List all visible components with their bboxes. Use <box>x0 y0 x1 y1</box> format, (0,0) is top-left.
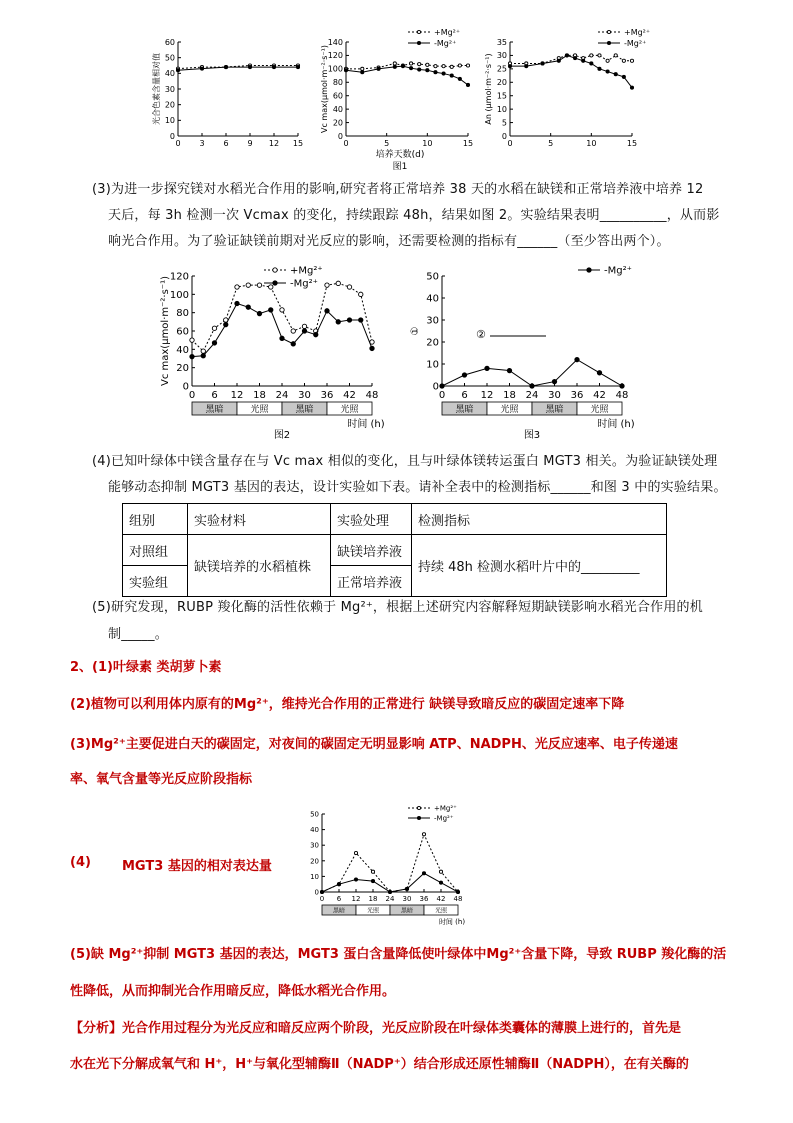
y-axis-label: Vc max(μmol·m⁻²·s⁻¹) <box>160 276 171 386</box>
period-label: 黑暗 <box>545 404 564 415</box>
period-label: 黑暗 <box>205 404 224 415</box>
data-point-minus-mg <box>212 341 216 345</box>
data-point-plus-mg <box>450 65 453 68</box>
x-tick-label: 18 <box>503 390 516 401</box>
data-point-minus-mg <box>291 342 295 346</box>
q3-line2: 天后，每 3h 检测一次 Vcmax 的变化，持续跟踪 48h，结果如图 2。实验结果表明__________，从而影 <box>108 208 720 223</box>
fig1-panel-an <box>484 28 650 148</box>
table-header: 实验处理 <box>331 504 412 535</box>
x-tick-label: 15 <box>462 139 474 148</box>
data-point-plus-mg <box>325 283 329 287</box>
x-tick-label: 6 <box>336 895 342 903</box>
y-tick-label: 100 <box>327 64 343 74</box>
y-tick-label: 40 <box>426 293 439 305</box>
answer-3: (3)Mg²⁺主要促进白天的碳固定，对夜间的碳固定无明显影响 ATP、NADPH、光反应速率、电子传递速 <box>70 737 678 752</box>
y-tick-label: 50 <box>310 810 319 819</box>
y-tick-label: 40 <box>164 69 175 79</box>
q5-line1: (5)研究发现，RUBP 羧化酶的活性依赖于 Mg²⁺，根据上述研究内容解释短期缺镁影响水稻光合作用的机 <box>92 600 703 615</box>
series-minus-mg-line <box>510 55 632 87</box>
data-point-minus-mg <box>248 65 251 68</box>
q4-line1: (4)已知叶绿体中镁含量存在与 Vc max 相似的变化，且与叶绿体镁转运蛋白 MGT3 相关。为验证缺镁处理 <box>92 454 718 469</box>
data-point-minus-mg <box>530 384 534 388</box>
data-point-plus-mg <box>606 59 609 62</box>
data-point-minus-mg <box>393 65 396 68</box>
data-point-minus-mg <box>434 71 437 74</box>
answer-4-number: (4) <box>70 855 91 870</box>
data-point-plus-mg <box>442 65 445 68</box>
data-point-minus-mg <box>557 59 560 62</box>
table-header: 组别 <box>123 504 188 535</box>
data-point-minus-mg <box>337 883 340 886</box>
y-tick-label: 50 <box>164 53 175 63</box>
answer-5-cont: 性降低，从而抑制光合作用暗反应，降低水稻光合作用。 <box>70 984 396 999</box>
data-point-plus-mg <box>439 870 442 873</box>
fig1-panel-pigment <box>151 38 303 148</box>
y-tick-label: 35 <box>496 37 507 47</box>
y-tick-label: 5 <box>501 118 507 128</box>
figure-3 <box>410 266 635 442</box>
y-tick-label: 140 <box>327 37 343 47</box>
data-point-minus-mg <box>439 881 442 884</box>
data-point-plus-mg <box>630 59 633 62</box>
figures-2-3 <box>140 262 660 442</box>
fig3-caption: 图3 <box>523 430 541 441</box>
data-point-minus-mg <box>314 332 318 336</box>
data-point-plus-mg <box>280 308 284 312</box>
legend-marker <box>607 30 610 33</box>
fig1-xlabel: 培养天数(d) <box>375 150 425 160</box>
x-tick-label: 0 <box>188 390 196 401</box>
data-point-plus-mg <box>466 64 469 67</box>
table-cell-material: 缺镁培养的水稻植株 <box>188 535 331 597</box>
data-point-minus-mg <box>336 320 340 324</box>
data-point-minus-mg <box>361 71 364 74</box>
y-tick-label: 40 <box>176 344 189 356</box>
data-point-plus-mg <box>361 67 364 70</box>
y-tick-label: 10 <box>310 872 319 881</box>
data-point-minus-mg <box>224 65 227 68</box>
data-point-minus-mg <box>630 86 633 89</box>
answer-1: 2、(1)叶绿素 类胡萝卜素 <box>70 660 222 675</box>
legend-label: -Mg²⁺ <box>604 265 632 277</box>
data-point-minus-mg <box>573 57 576 60</box>
y-tick-label: 20 <box>426 337 439 349</box>
y-tick-label: 120 <box>169 271 189 283</box>
table-header: 实验材料 <box>188 504 331 535</box>
data-point-minus-mg <box>325 309 329 313</box>
data-point-minus-mg <box>269 308 273 312</box>
y-tick-label: 80 <box>332 78 343 88</box>
period-label: 光照 <box>590 404 609 415</box>
table-cell-group: 对照组 <box>123 535 188 566</box>
analysis-line1: 【分析】光合作用过程分为光反应和暗反应两个阶段，光反应阶段在叶绿体类囊体的薄膜上进行的，首先是 <box>70 1021 682 1036</box>
y-tick-label: 0 <box>182 381 189 393</box>
data-point-minus-mg <box>541 62 544 65</box>
legend-label: -Mg²⁺ <box>290 278 318 290</box>
y-tick-label: 20 <box>310 857 319 866</box>
x-tick-label: 0 <box>343 139 349 148</box>
data-point-minus-mg <box>582 59 585 62</box>
experiment-table <box>122 503 667 597</box>
legend-label: +Mg²⁺ <box>434 804 457 813</box>
y-tick-label: 10 <box>496 104 507 114</box>
legend-label: +Mg²⁺ <box>624 27 651 37</box>
period-label: 黑暗 <box>295 404 314 415</box>
data-point-minus-mg <box>507 368 511 372</box>
legend-marker <box>417 41 420 44</box>
table-header-row <box>123 504 667 535</box>
data-point-minus-mg <box>201 354 205 358</box>
data-point-plus-mg <box>235 285 239 289</box>
data-point-plus-mg <box>302 324 306 328</box>
y-tick-label: 40 <box>310 826 319 835</box>
legend-marker <box>587 268 591 272</box>
x-tick-label: 24 <box>385 895 395 903</box>
y-tick-label: 0 <box>169 131 175 141</box>
y-tick-label: 25 <box>496 64 507 74</box>
data-point-minus-mg <box>525 65 528 68</box>
x-tick-label: 15 <box>626 139 638 148</box>
y-axis-label: Vc max(μmol·m⁻²·s⁻¹) <box>319 45 329 133</box>
period-label: 光照 <box>434 907 448 915</box>
x-tick-label: 24 <box>525 390 539 401</box>
y-axis-label: 光合色素含量相对值 <box>151 53 161 125</box>
y-tick-label: 0 <box>501 131 507 141</box>
x-tick-label: 6 <box>461 390 468 401</box>
y-tick-label: 0 <box>432 381 439 393</box>
y-tick-label: 30 <box>310 841 319 850</box>
series-minus-mg-line <box>178 67 298 70</box>
data-point-plus-mg <box>590 54 593 57</box>
data-point-plus-mg <box>598 54 601 57</box>
data-point-minus-mg <box>622 75 625 78</box>
data-point-plus-mg <box>426 63 429 66</box>
legend-marker <box>417 806 420 809</box>
data-point-plus-mg <box>418 63 421 66</box>
data-point-plus-mg <box>212 326 216 330</box>
x-tick-label: 12 <box>480 390 494 401</box>
data-point-minus-mg <box>280 336 284 340</box>
table-row <box>123 535 667 566</box>
data-point-plus-mg <box>336 281 340 285</box>
x-tick-label: 6 <box>223 139 229 148</box>
y-tick-label: 60 <box>164 37 175 47</box>
series-minus-mg-line <box>442 360 622 386</box>
y-tick-label: 10 <box>426 359 439 371</box>
x-tick-label: 36 <box>570 390 584 401</box>
data-point-minus-mg <box>320 890 323 893</box>
data-point-minus-mg <box>418 68 421 71</box>
table-cell-treatment: 缺镁培养液 <box>331 535 412 566</box>
y-tick-label: 20 <box>176 363 189 375</box>
data-point-plus-mg <box>422 833 425 836</box>
data-point-minus-mg <box>224 322 228 326</box>
x-tick-label: 36 <box>320 390 334 401</box>
data-point-minus-mg <box>344 69 347 72</box>
x-tick-label: 24 <box>275 390 289 401</box>
legend-label: -Mg²⁺ <box>434 814 454 823</box>
answer-chart <box>310 804 465 926</box>
y-tick-label: 30 <box>496 51 507 61</box>
y-tick-label: 10 <box>164 116 175 126</box>
period-label: 黑暗 <box>455 404 474 415</box>
data-point-plus-mg <box>201 349 205 353</box>
y-tick-label: 100 <box>169 289 189 301</box>
data-point-plus-mg <box>354 851 357 854</box>
data-point-minus-mg <box>575 357 579 361</box>
table-cell-treatment: 正常培养液 <box>331 566 412 597</box>
table-cell-indicator: 持续 48h 检测水稻叶片中的_________ <box>412 535 667 597</box>
x-tick-label: 42 <box>593 390 606 401</box>
data-point-minus-mg <box>458 77 461 80</box>
x-axis-label: 时间 (h) <box>347 419 385 430</box>
x-tick-label: 18 <box>368 895 378 903</box>
data-point-minus-mg <box>450 74 453 77</box>
x-axis-label: 时间 (h) <box>597 419 635 430</box>
data-point-minus-mg <box>440 384 444 388</box>
data-point-minus-mg <box>190 354 194 358</box>
data-point-minus-mg <box>409 67 412 70</box>
y-tick-label: 20 <box>164 100 175 110</box>
data-point-minus-mg <box>176 69 179 72</box>
y-tick-label: 60 <box>176 326 189 338</box>
q4-line2: 能够动态抑制 MGT3 基因的表达，设计实验如下表。请补全表中的检测指标______和图 3 中的实验结果。 <box>108 480 727 495</box>
data-point-minus-mg <box>508 65 511 68</box>
x-tick-label: 3 <box>199 139 205 148</box>
x-tick-label: 6 <box>211 390 218 401</box>
y-tick-label: 40 <box>332 104 343 114</box>
data-point-plus-mg <box>458 64 461 67</box>
x-tick-label: 48 <box>615 390 629 401</box>
y-tick-label: 30 <box>164 84 175 94</box>
period-label: 黑暗 <box>332 907 346 915</box>
data-point-plus-mg <box>434 65 437 68</box>
data-point-plus-mg <box>622 59 625 62</box>
data-point-minus-mg <box>422 872 425 875</box>
data-point-plus-mg <box>190 338 194 342</box>
data-point-minus-mg <box>597 371 601 375</box>
data-point-plus-mg <box>393 62 396 65</box>
x-tick-label: 10 <box>586 139 597 148</box>
x-tick-label: 12 <box>268 139 280 148</box>
figure-2 <box>160 266 385 442</box>
x-tick-label: 30 <box>402 895 412 903</box>
x-tick-label: 48 <box>365 390 379 401</box>
y-tick-label: 60 <box>332 91 343 101</box>
y-tick-label: 50 <box>426 271 439 283</box>
data-point-minus-mg <box>466 83 469 86</box>
data-point-plus-mg <box>371 870 374 873</box>
x-tick-label: 30 <box>548 390 561 401</box>
data-point-minus-mg <box>302 329 306 333</box>
x-tick-label: 9 <box>247 139 253 148</box>
table-header: 检测指标 <box>412 504 667 535</box>
y-axis-label: ① <box>410 326 421 336</box>
data-point-minus-mg <box>272 65 275 68</box>
x-tick-label: 36 <box>419 895 429 903</box>
legend-marker <box>417 816 420 819</box>
q3-line1: (3)为进一步探究镁对水稻光合作用的影响,研究者将正常培养 38 天的水稻在缺镁和正常培养液中培养 12 <box>92 182 704 197</box>
data-point-minus-mg <box>614 73 617 76</box>
answer-2: (2)植物可以利用体内原有的Mg²⁺，维持光合作用的正常进行 缺镁导致暗反应的碳固定速率下降 <box>70 697 625 712</box>
x-tick-label: 0 <box>438 390 446 401</box>
data-point-minus-mg <box>347 318 351 322</box>
data-point-plus-mg <box>614 54 617 57</box>
answer-5: (5)缺 Mg²⁺抑制 MGT3 基因的表达，MGT3 蛋白含量降低使叶绿体中Mg²⁺含量下降，导致 RUBP 羧化酶的活 <box>70 947 727 962</box>
series-plus-mg-line <box>346 63 468 68</box>
y-tick-label: 30 <box>426 315 439 327</box>
table-cell-group: 实验组 <box>123 566 188 597</box>
x-tick-label: 0 <box>319 895 325 903</box>
data-point-plus-mg <box>409 62 412 65</box>
answer-4-text: MGT3 基因的相对表达量 <box>122 859 272 874</box>
fig2-caption: 图2 <box>273 430 291 441</box>
x-tick-label: 30 <box>298 390 311 401</box>
x-tick-label: 12 <box>351 895 361 903</box>
data-point-plus-mg <box>347 285 351 289</box>
y-tick-label: 20 <box>332 118 343 128</box>
period-label: 光照 <box>250 404 269 415</box>
data-point-minus-mg <box>235 301 239 305</box>
x-tick-label: 0 <box>507 139 513 148</box>
x-tick-label: 42 <box>436 895 446 903</box>
q5-line2: 制_____。 <box>108 627 168 642</box>
x-tick-label: 5 <box>384 139 390 148</box>
period-label: 黑暗 <box>400 907 414 915</box>
data-point-minus-mg <box>405 887 408 890</box>
legend-marker <box>273 268 277 272</box>
data-point-minus-mg <box>388 890 391 893</box>
data-point-minus-mg <box>606 70 609 73</box>
x-tick-label: 0 <box>175 139 181 148</box>
legend-label: -Mg²⁺ <box>624 38 647 48</box>
period-label: 光照 <box>366 907 380 915</box>
x-tick-label: 18 <box>253 390 266 401</box>
x-tick-label: 10 <box>422 139 433 148</box>
data-point-minus-mg <box>442 72 445 75</box>
data-point-minus-mg <box>200 67 203 70</box>
legend-label: -Mg²⁺ <box>434 38 457 48</box>
data-point-minus-mg <box>296 65 299 68</box>
data-point-minus-mg <box>598 67 601 70</box>
y-tick-label: 80 <box>176 308 189 320</box>
data-point-minus-mg <box>485 366 489 370</box>
data-point-minus-mg <box>401 65 404 68</box>
x-axis-label: 时间 (h) <box>438 918 466 926</box>
analysis-line2: 水在光下分解成氧气和 H⁺，H⁺与氧化型辅酶Ⅱ（NADP⁺）结合形成还原性辅酶Ⅱ（NADPH），在有关酶的 <box>70 1057 689 1072</box>
y-tick-label: 15 <box>496 91 507 101</box>
data-point-minus-mg <box>377 67 380 70</box>
data-point-minus-mg <box>456 890 459 893</box>
data-point-plus-mg <box>359 292 363 296</box>
x-tick-label: 42 <box>343 390 356 401</box>
fig3-blank-2: ② <box>476 328 486 341</box>
legend-marker <box>417 30 420 33</box>
y-tick-label: 0 <box>314 888 319 897</box>
data-point-minus-mg <box>620 384 624 388</box>
data-point-plus-mg <box>269 285 273 289</box>
data-point-minus-mg <box>590 62 593 65</box>
data-point-minus-mg <box>257 311 261 315</box>
x-tick-label: 15 <box>292 139 304 148</box>
legend-label: +Mg²⁺ <box>434 27 461 37</box>
answer-3-cont: 率、氧气含量等光反应阶段指标 <box>70 772 253 787</box>
y-tick-label: 120 <box>327 51 343 61</box>
y-axis-label: An (μmol·m⁻²·s⁻¹) <box>483 53 493 125</box>
data-point-minus-mg <box>565 54 568 57</box>
legend-label: +Mg²⁺ <box>290 265 323 277</box>
x-tick-label: 12 <box>230 390 244 401</box>
data-point-minus-mg <box>354 878 357 881</box>
data-point-minus-mg <box>426 69 429 72</box>
legend-marker <box>273 281 277 285</box>
fig1-panel-vcmax <box>320 28 473 148</box>
data-point-minus-mg <box>370 346 374 350</box>
x-tick-label: 48 <box>453 895 463 903</box>
q3-line3: 响光合作用。为了验证缺镁前期对光反应的影响，还需要检测的指标有______（至少答出两个）。 <box>108 234 670 249</box>
data-point-minus-mg <box>371 879 374 882</box>
data-point-minus-mg <box>552 379 556 383</box>
figure-1 <box>140 20 660 172</box>
series-plus-mg-line <box>192 283 372 351</box>
data-point-minus-mg <box>246 305 250 309</box>
data-point-plus-mg <box>246 283 250 287</box>
data-point-plus-mg <box>291 329 295 333</box>
figure-answer-4 <box>300 800 480 928</box>
data-point-plus-mg <box>257 283 261 287</box>
y-tick-label: 0 <box>337 131 343 141</box>
period-label: 光照 <box>500 404 519 415</box>
x-tick-label: 5 <box>548 139 554 148</box>
data-point-minus-mg <box>462 373 466 377</box>
fig1-caption: 图1 <box>392 162 408 172</box>
data-point-minus-mg <box>359 318 363 322</box>
y-tick-label: 20 <box>496 78 507 88</box>
period-label: 光照 <box>340 404 359 415</box>
legend-marker <box>607 41 610 44</box>
